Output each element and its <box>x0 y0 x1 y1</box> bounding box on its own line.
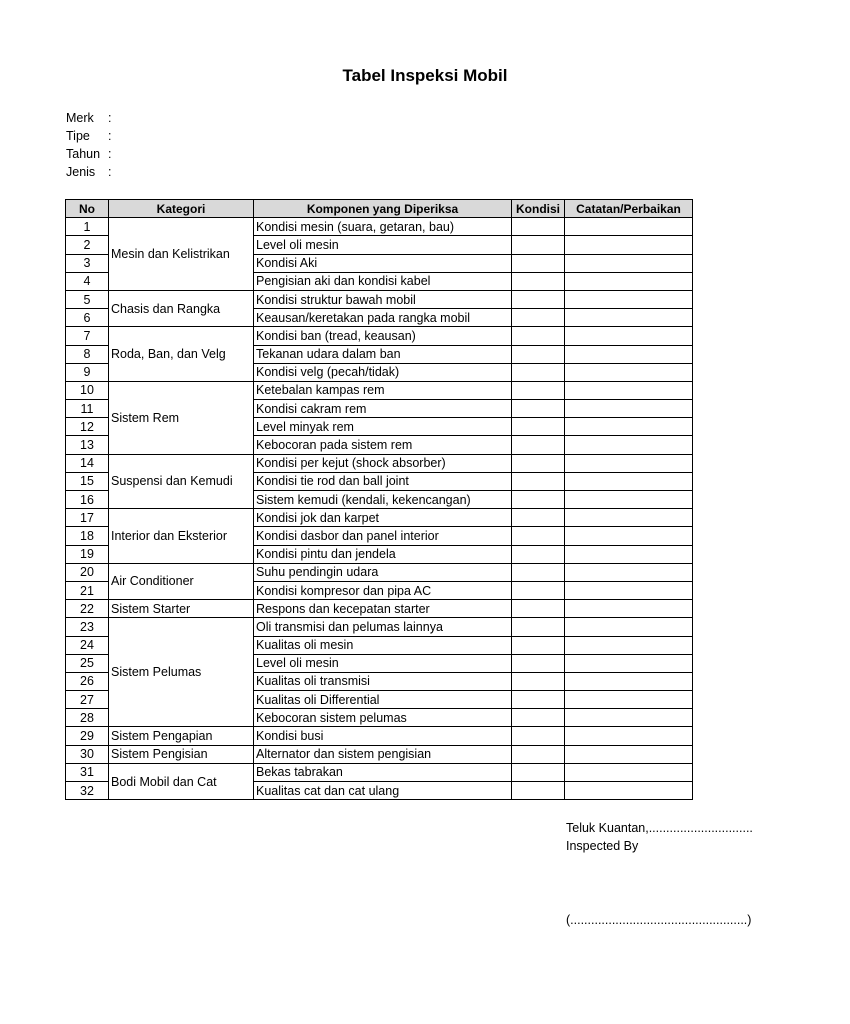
catatan-cell[interactable] <box>565 381 693 399</box>
info-label: Merk <box>66 111 94 125</box>
kondisi-cell[interactable] <box>512 454 565 472</box>
component-cell: Level oli mesin <box>254 654 512 672</box>
catatan-cell[interactable] <box>565 272 693 290</box>
catatan-cell[interactable] <box>565 654 693 672</box>
catatan-cell[interactable] <box>565 309 693 327</box>
catatan-cell[interactable] <box>565 436 693 454</box>
component-cell: Level oli mesin <box>254 236 512 254</box>
component-cell: Kondisi kompresor dan pipa AC <box>254 581 512 599</box>
table-body <box>66 218 693 800</box>
component-cell: Suhu pendingin udara <box>254 563 512 581</box>
kondisi-cell[interactable] <box>512 672 565 690</box>
catatan-cell[interactable] <box>565 600 693 618</box>
table-row <box>66 618 693 636</box>
catatan-cell[interactable] <box>565 709 693 727</box>
component-cell: Kondisi busi <box>254 727 512 745</box>
header-catatan: Catatan/Perbaikan <box>565 200 693 218</box>
info-label: Tahun <box>66 147 101 161</box>
component-cell: Kualitas oli Differential <box>254 691 512 709</box>
component-cell: Keausan/keretakan pada rangka mobil <box>254 309 512 327</box>
catatan-cell[interactable] <box>565 327 693 345</box>
kondisi-cell[interactable] <box>512 472 565 490</box>
component-cell: Kondisi ban (tread, keausan) <box>254 327 512 345</box>
row-number: 1 <box>66 218 109 236</box>
category-cell: Bodi Mobil dan Cat <box>109 763 254 799</box>
category-cell: Chasis dan Rangka <box>109 290 254 326</box>
info-label: Jenis <box>66 165 96 179</box>
category-cell: Sistem Starter <box>109 600 254 618</box>
catatan-cell[interactable] <box>565 527 693 545</box>
category-cell: Sistem Pengapian <box>109 727 254 745</box>
row-number: 22 <box>66 600 109 618</box>
catatan-cell[interactable] <box>565 400 693 418</box>
table-row <box>66 563 693 581</box>
catatan-cell[interactable] <box>565 363 693 381</box>
kondisi-cell[interactable] <box>512 691 565 709</box>
inspection-table <box>65 199 693 800</box>
category-cell: Interior dan Eksterior <box>109 509 254 564</box>
row-number: 7 <box>66 327 109 345</box>
kondisi-cell[interactable] <box>512 418 565 436</box>
row-number: 14 <box>66 454 109 472</box>
table-row <box>66 727 693 745</box>
header-kondisi: Kondisi <box>512 200 565 218</box>
row-number: 29 <box>66 727 109 745</box>
component-cell: Kualitas cat dan cat ulang <box>254 782 512 800</box>
table-row <box>66 509 693 527</box>
table-row <box>66 290 693 308</box>
kondisi-cell[interactable] <box>512 491 565 509</box>
table-header-row <box>66 200 693 218</box>
header-no: No <box>66 200 109 218</box>
catatan-cell[interactable] <box>565 418 693 436</box>
kondisi-cell[interactable] <box>512 218 565 236</box>
catatan-cell[interactable] <box>565 454 693 472</box>
row-number: 12 <box>66 418 109 436</box>
component-cell: Alternator dan sistem pengisian <box>254 745 512 763</box>
table-row <box>66 218 693 236</box>
catatan-cell[interactable] <box>565 691 693 709</box>
kondisi-cell[interactable] <box>512 545 565 563</box>
catatan-cell[interactable] <box>565 745 693 763</box>
component-cell: Kualitas oli mesin <box>254 636 512 654</box>
vehicle-info <box>66 109 118 181</box>
kondisi-cell[interactable] <box>512 400 565 418</box>
kondisi-cell[interactable] <box>512 509 565 527</box>
kondisi-cell[interactable] <box>512 563 565 581</box>
row-number: 4 <box>66 272 109 290</box>
component-cell: Bekas tabrakan <box>254 763 512 781</box>
category-cell: Sistem Rem <box>109 381 254 454</box>
component-cell: Level minyak rem <box>254 418 512 436</box>
table-row <box>66 745 693 763</box>
catatan-cell[interactable] <box>565 545 693 563</box>
component-cell: Kondisi per kejut (shock absorber) <box>254 454 512 472</box>
component-cell: Kondisi velg (pecah/tidak) <box>254 363 512 381</box>
component-cell: Sistem kemudi (kendali, kekencangan) <box>254 491 512 509</box>
row-number: 25 <box>66 654 109 672</box>
catatan-cell[interactable] <box>565 763 693 781</box>
component-cell: Tekanan udara dalam ban <box>254 345 512 363</box>
category-cell: Suspensi dan Kemudi <box>109 454 254 509</box>
catatan-cell[interactable] <box>565 345 693 363</box>
row-number: 24 <box>66 636 109 654</box>
table-row <box>66 600 693 618</box>
kondisi-cell[interactable] <box>512 709 565 727</box>
footer-inspected-by: Inspected By <box>566 839 639 853</box>
row-number: 30 <box>66 745 109 763</box>
footer-signature-line: (...................................................) <box>566 913 752 927</box>
row-number: 11 <box>66 400 109 418</box>
row-number: 15 <box>66 472 109 490</box>
kondisi-cell[interactable] <box>512 381 565 399</box>
catatan-cell[interactable] <box>565 618 693 636</box>
catatan-cell[interactable] <box>565 491 693 509</box>
kondisi-cell[interactable] <box>512 636 565 654</box>
component-cell: Kondisi cakram rem <box>254 400 512 418</box>
row-number: 3 <box>66 254 109 272</box>
component-cell: Kondisi mesin (suara, getaran, bau) <box>254 218 512 236</box>
info-row-jenis <box>66 163 118 181</box>
row-number: 31 <box>66 763 109 781</box>
kondisi-cell[interactable] <box>512 782 565 800</box>
row-number: 13 <box>66 436 109 454</box>
catatan-cell[interactable] <box>565 672 693 690</box>
kondisi-cell[interactable] <box>512 436 565 454</box>
row-number: 20 <box>66 563 109 581</box>
category-cell: Roda, Ban, dan Velg <box>109 327 254 382</box>
kondisi-cell[interactable] <box>512 600 565 618</box>
kondisi-cell[interactable] <box>512 745 565 763</box>
table-row <box>66 454 693 472</box>
category-cell: Mesin dan Kelistrikan <box>109 218 254 291</box>
info-label: Tipe <box>66 129 90 143</box>
footer-place-date: Teluk Kuantan,.............................. <box>566 821 753 835</box>
catatan-cell[interactable] <box>565 782 693 800</box>
kondisi-cell[interactable] <box>512 327 565 345</box>
catatan-cell[interactable] <box>565 727 693 745</box>
catatan-cell[interactable] <box>565 563 693 581</box>
kondisi-cell[interactable] <box>512 727 565 745</box>
row-number: 26 <box>66 672 109 690</box>
row-number: 19 <box>66 545 109 563</box>
kondisi-cell[interactable] <box>512 345 565 363</box>
row-number: 16 <box>66 491 109 509</box>
kondisi-cell[interactable] <box>512 290 565 308</box>
kondisi-cell[interactable] <box>512 581 565 599</box>
category-cell: Air Conditioner <box>109 563 254 599</box>
kondisi-cell[interactable] <box>512 309 565 327</box>
table-row <box>66 327 693 345</box>
catatan-cell[interactable] <box>565 472 693 490</box>
component-cell: Kondisi dasbor dan panel interior <box>254 527 512 545</box>
row-number: 27 <box>66 691 109 709</box>
row-number: 17 <box>66 509 109 527</box>
component-cell: Kondisi tie rod dan ball joint <box>254 472 512 490</box>
component-cell: Kondisi jok dan karpet <box>254 509 512 527</box>
row-number: 9 <box>66 363 109 381</box>
header-komponen: Komponen yang Diperiksa <box>254 200 512 218</box>
catatan-cell[interactable] <box>565 236 693 254</box>
component-cell: Oli transmisi dan pelumas lainnya <box>254 618 512 636</box>
row-number: 2 <box>66 236 109 254</box>
row-number: 32 <box>66 782 109 800</box>
info-colon: : <box>108 111 112 125</box>
catatan-cell[interactable] <box>565 290 693 308</box>
kondisi-cell[interactable] <box>512 763 565 781</box>
component-cell: Kondisi pintu dan jendela <box>254 545 512 563</box>
kondisi-cell[interactable] <box>512 272 565 290</box>
info-colon: : <box>108 165 112 179</box>
kondisi-cell[interactable] <box>512 363 565 381</box>
component-cell: Kebocoran pada sistem rem <box>254 436 512 454</box>
row-number: 21 <box>66 581 109 599</box>
row-number: 6 <box>66 309 109 327</box>
catatan-cell[interactable] <box>565 581 693 599</box>
catatan-cell[interactable] <box>565 636 693 654</box>
kondisi-cell[interactable] <box>512 618 565 636</box>
info-row-tahun <box>66 145 118 163</box>
row-number: 8 <box>66 345 109 363</box>
component-cell: Kebocoran sistem pelumas <box>254 709 512 727</box>
catatan-cell[interactable] <box>565 509 693 527</box>
catatan-cell[interactable] <box>565 254 693 272</box>
component-cell: Pengisian aki dan kondisi kabel <box>254 272 512 290</box>
catatan-cell[interactable] <box>565 218 693 236</box>
info-colon: : <box>108 147 112 161</box>
component-cell: Ketebalan kampas rem <box>254 381 512 399</box>
component-cell: Kondisi Aki <box>254 254 512 272</box>
info-row-merk <box>66 109 118 127</box>
table-row <box>66 381 693 399</box>
kondisi-cell[interactable] <box>512 654 565 672</box>
kondisi-cell[interactable] <box>512 236 565 254</box>
info-row-tipe <box>66 127 118 145</box>
row-number: 5 <box>66 290 109 308</box>
page-title: Tabel Inspeksi Mobil <box>342 66 508 85</box>
component-cell: Respons dan kecepatan starter <box>254 600 512 618</box>
row-number: 28 <box>66 709 109 727</box>
table-row <box>66 763 693 781</box>
component-cell: Kondisi struktur bawah mobil <box>254 290 512 308</box>
category-cell: Sistem Pengisian <box>109 745 254 763</box>
kondisi-cell[interactable] <box>512 527 565 545</box>
component-cell: Kualitas oli transmisi <box>254 672 512 690</box>
row-number: 10 <box>66 381 109 399</box>
row-number: 18 <box>66 527 109 545</box>
category-cell: Sistem Pelumas <box>109 618 254 727</box>
kondisi-cell[interactable] <box>512 254 565 272</box>
info-colon: : <box>108 129 112 143</box>
header-kategori: Kategori <box>109 200 254 218</box>
row-number: 23 <box>66 618 109 636</box>
